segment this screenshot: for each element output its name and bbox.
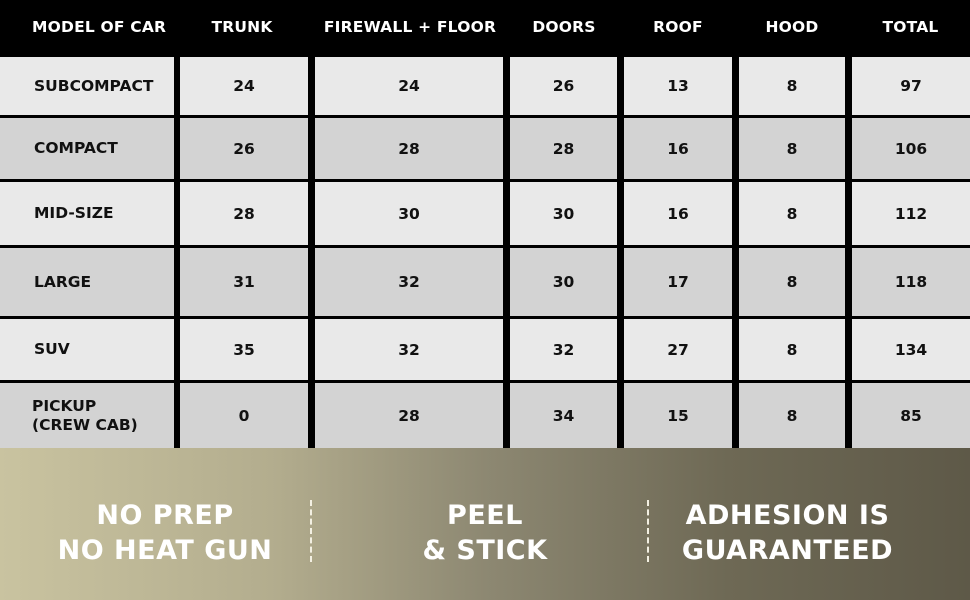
feature-no-prep [20, 498, 310, 568]
coverage-table [0, 54, 970, 448]
table-row [0, 248, 970, 316]
header-doors: DOORS [532, 18, 596, 36]
cell-hood: 8 [739, 383, 845, 448]
feature-line: PEEL [447, 500, 523, 531]
table-row [0, 319, 970, 380]
cell-total: 85 [852, 383, 970, 448]
table-row [0, 383, 970, 448]
cell-total: 106 [852, 118, 970, 179]
feature-line: & STICK [422, 535, 548, 566]
header-roof: ROOF [653, 18, 703, 36]
cell-model: LARGE [0, 248, 174, 316]
cell-hood: 8 [739, 182, 845, 245]
cell-doors: 30 [510, 248, 617, 316]
cell-model: SUV [0, 319, 174, 380]
cell-roof: 16 [624, 118, 732, 179]
feature-line: NO PREP [96, 500, 234, 531]
cell-doors: 28 [510, 118, 617, 179]
cell-doors: 34 [510, 383, 617, 448]
table-row [0, 57, 970, 115]
cell-trunk: 26 [180, 118, 308, 179]
cell-total: 118 [852, 248, 970, 316]
feature-line: ADHESION IS [685, 500, 890, 531]
cell-doors: 32 [510, 319, 617, 380]
cell-model: PICKUP (CREW CAB) [0, 383, 174, 448]
header-model-of-car: MODEL OF CAR [32, 18, 167, 36]
cell-total: 134 [852, 319, 970, 380]
cell-firewall-floor: 28 [315, 383, 503, 448]
table-header [0, 0, 970, 54]
cell-hood: 8 [739, 118, 845, 179]
feature-line: NO HEAT GUN [57, 535, 273, 566]
cell-roof: 15 [624, 383, 732, 448]
cell-trunk: 0 [180, 383, 308, 448]
cell-trunk: 24 [180, 57, 308, 115]
feature-peel-stick [340, 498, 630, 568]
cell-roof: 17 [624, 248, 732, 316]
banner-divider [647, 500, 649, 562]
table-row [0, 118, 970, 179]
cell-hood: 8 [739, 248, 845, 316]
header-trunk: TRUNK [211, 18, 273, 36]
cell-model: SUBCOMPACT [0, 57, 174, 115]
banner-divider [310, 500, 312, 562]
header-hood: HOOD [765, 18, 819, 36]
feature-line: GUARANTEED [681, 535, 894, 566]
cell-model: MID-SIZE [0, 182, 174, 245]
cell-roof: 13 [624, 57, 732, 115]
cell-hood: 8 [739, 319, 845, 380]
cell-firewall-floor: 32 [315, 319, 503, 380]
cell-trunk: 28 [180, 182, 308, 245]
feature-banner [0, 448, 970, 600]
cell-roof: 27 [624, 319, 732, 380]
header-total: TOTAL [882, 18, 939, 36]
cell-total: 97 [852, 57, 970, 115]
cell-trunk: 35 [180, 319, 308, 380]
cell-trunk: 31 [180, 248, 308, 316]
cell-doors: 26 [510, 57, 617, 115]
cell-doors: 30 [510, 182, 617, 245]
cell-firewall-floor: 32 [315, 248, 503, 316]
cell-roof: 16 [624, 182, 732, 245]
cell-model: COMPACT [0, 118, 174, 179]
feature-adhesion [655, 498, 920, 568]
table-row [0, 182, 970, 245]
cell-total: 112 [852, 182, 970, 245]
header-firewall-floor: FIREWALL + FLOOR [323, 18, 497, 36]
cell-firewall-floor: 28 [315, 118, 503, 179]
cell-firewall-floor: 30 [315, 182, 503, 245]
cell-hood: 8 [739, 57, 845, 115]
cell-firewall-floor: 24 [315, 57, 503, 115]
